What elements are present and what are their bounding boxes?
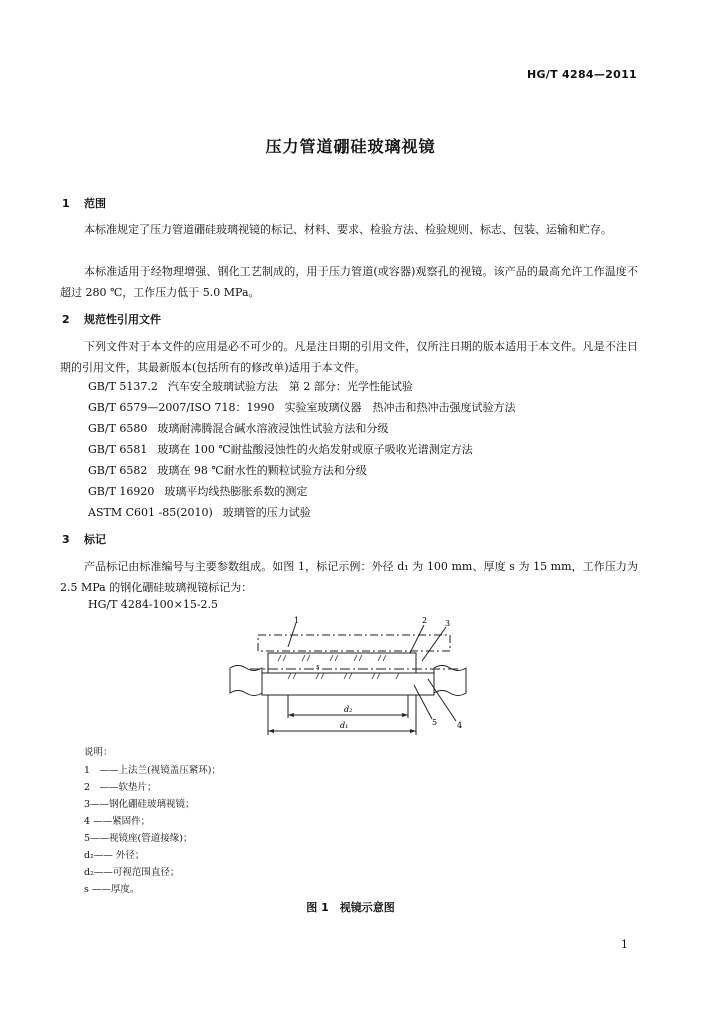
leader-line bbox=[414, 685, 432, 719]
section-number: 3 bbox=[62, 533, 70, 546]
leader-line bbox=[428, 679, 456, 721]
upper-flange-outline bbox=[258, 635, 450, 651]
legend-item: d₂——可视范围直径； bbox=[84, 867, 180, 878]
ref-title: 玻璃耐沸腾混合碱水溶液浸蚀性试验方法和分级 bbox=[157, 422, 389, 435]
dim-label-d1: d₁ bbox=[340, 721, 349, 730]
figure-caption: 图 1 视镜示意图 bbox=[306, 901, 395, 914]
reference-item bbox=[88, 504, 311, 520]
dim-label-s: s bbox=[316, 663, 320, 671]
ref-code: GB/T 16920 bbox=[88, 485, 155, 498]
reference-item bbox=[88, 399, 516, 415]
ref-title: 玻璃平均线热膨胀系数的测定 bbox=[164, 485, 308, 498]
section-title: 标记 bbox=[84, 533, 106, 546]
callout-2: 2 bbox=[422, 616, 428, 625]
ref-title: 实验室玻璃仪器 热冲击和热冲击强度试验方法 bbox=[284, 401, 516, 414]
ref-code: GB/T 5137.2 bbox=[88, 380, 158, 393]
glass-disc bbox=[268, 653, 416, 673]
legend-heading: 说明： bbox=[84, 747, 113, 758]
legend-item: 5——视镜座(管道接缘)； bbox=[84, 833, 193, 844]
dim-label-d2: d₂ bbox=[344, 705, 353, 714]
section-number: 2 bbox=[62, 313, 70, 326]
ref-code: GB/T 6582 bbox=[88, 464, 148, 477]
ref-title: 汽车安全玻璃试验方法 第 2 部分：光学性能试验 bbox=[167, 380, 413, 393]
reference-item bbox=[88, 378, 413, 394]
legend-item: 1 ——上法兰(视镜盖压紧环)； bbox=[84, 765, 221, 776]
pipe-wall-right bbox=[434, 666, 466, 696]
paragraph: 本标准适用于经物理增强、钢化工艺制成的，用于压力管道(或容器)观察孔的视镜。该产品的最高允许工作温度不超过 280 ℃，工作压力低于 5.0 MPa。 bbox=[60, 265, 638, 299]
ref-code: GB/T 6579—2007/ISO 718：1990 bbox=[88, 401, 275, 414]
section-number: 1 bbox=[62, 197, 70, 210]
ref-title: 玻璃管的压力试验 bbox=[222, 506, 311, 519]
reference-item bbox=[88, 483, 307, 499]
legend-item: 2 ——软垫片； bbox=[84, 782, 157, 793]
callout-5: 5 bbox=[432, 718, 438, 727]
callout-1: 1 bbox=[294, 616, 300, 625]
paragraph: 下列文件对于本文件的应用是必不可少的。凡是注日期的引用文件，仅所注日期的版本适用于本文件。凡是不注日期的引用文件，其最新版本(包括所有的修改单)适用于本文件。 bbox=[60, 340, 638, 374]
section-1-heading bbox=[62, 195, 106, 211]
callout-3: 3 bbox=[445, 619, 451, 628]
legend-item: 3——钢化硼硅玻璃视镜； bbox=[84, 799, 195, 810]
glass-hatch bbox=[278, 655, 399, 679]
paragraph: 本标准规定了压力管道硼硅玻璃视镜的标记、材料、要求、检验方法、检验规则、标志、包装、运输和贮存。 bbox=[84, 223, 612, 236]
ref-code: GB/T 6581 bbox=[88, 443, 148, 456]
sight-glass-figure bbox=[226, 613, 488, 743]
callout-4: 4 bbox=[457, 721, 463, 730]
ref-title: 玻璃在 98 ℃耐水性的颗粒试验方法和分级 bbox=[157, 464, 367, 477]
reference-item bbox=[88, 441, 473, 457]
paragraph: 产品标记由标准编号与主要参数组成。如图 1，标记示例：外径 d₁ 为 100 mm、厚度 s 为 15 mm，工作压力为 2.5 MPa 的钢化硼硅玻璃视镜标记为： bbox=[60, 560, 638, 594]
section-title: 范围 bbox=[84, 197, 106, 210]
pipe-wall-left bbox=[230, 666, 262, 696]
section-2-heading bbox=[62, 311, 161, 327]
page-number: 1 bbox=[621, 938, 628, 951]
leader-line bbox=[410, 625, 424, 653]
section-title: 规范性引用文件 bbox=[84, 313, 161, 326]
marking-example: HG/T 4284-100×15-2.5 bbox=[88, 598, 219, 611]
reference-item bbox=[88, 420, 388, 436]
legend-item: 4 ——紧固件； bbox=[84, 816, 151, 827]
leader-line bbox=[422, 627, 446, 661]
document-title: 压力管道硼硅玻璃视镜 bbox=[265, 137, 436, 156]
sight-base bbox=[262, 673, 434, 695]
legend-item: d₁—— 外径； bbox=[84, 850, 145, 861]
reference-item bbox=[88, 462, 367, 478]
ref-code: ASTM C601 -85(2010) bbox=[88, 506, 213, 519]
ref-code: GB/T 6580 bbox=[88, 422, 148, 435]
standard-number: HG/T 4284—2011 bbox=[526, 68, 637, 81]
ref-title: 玻璃在 100 ℃耐盐酸浸蚀性的火焰发射或原子吸收光谱测定方法 bbox=[157, 443, 473, 456]
legend-item: s ——厚度。 bbox=[84, 884, 140, 895]
section-3-heading bbox=[62, 531, 106, 547]
